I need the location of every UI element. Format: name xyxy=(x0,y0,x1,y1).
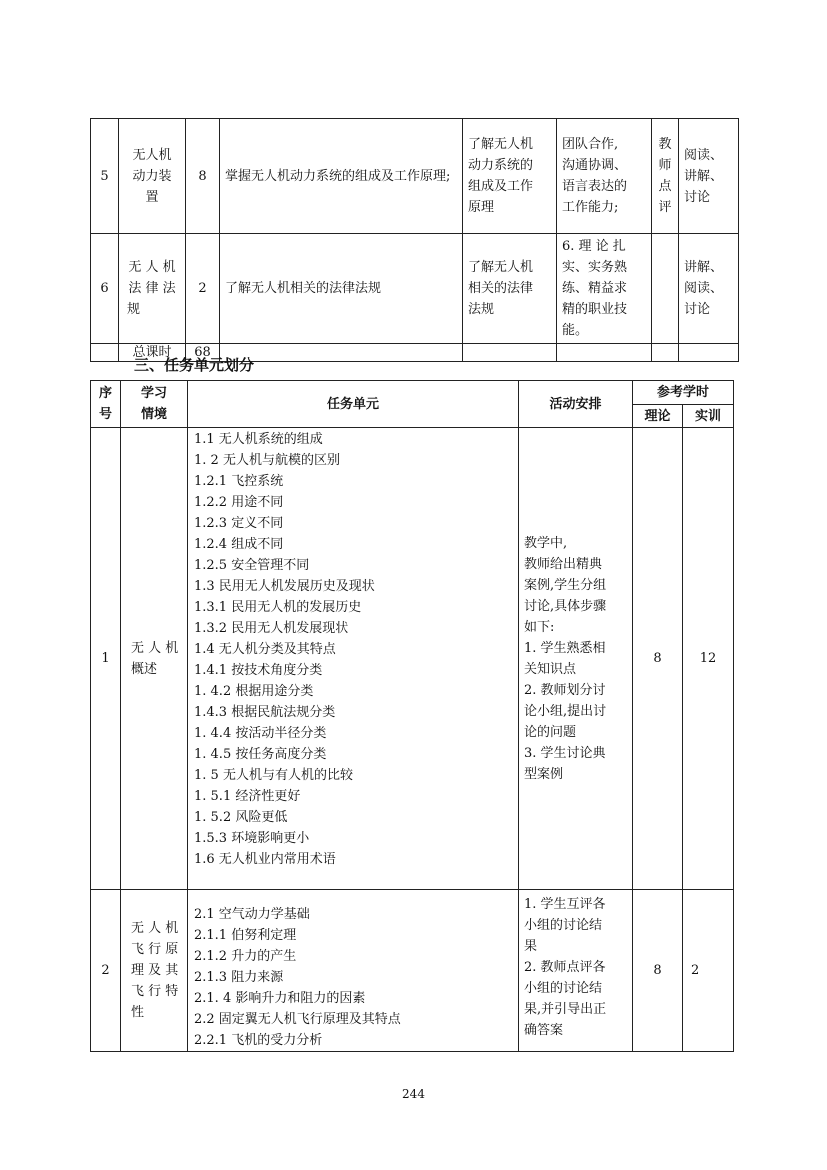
learning-situation: 无 人 机 概述 xyxy=(121,428,188,890)
row-number: 1 xyxy=(91,428,121,890)
row-number: 5 xyxy=(91,119,119,234)
list-item: 1.3.1 民用无人机的发展历史 xyxy=(194,600,362,615)
course-content-table xyxy=(90,118,739,362)
module-name: 无 人 机 法 律 法 规 xyxy=(119,234,186,344)
knowledge-goal: 了解无人机 动力系统的 组成及工作 原理 xyxy=(463,119,557,234)
list-item: 2.1 空气动力学基础 xyxy=(194,907,310,922)
header-row xyxy=(91,381,734,405)
evaluation-method xyxy=(652,234,679,344)
header-ref-hours: 参考学时 xyxy=(633,381,734,405)
list-item: 2.1.3 阻力来源 xyxy=(194,970,284,985)
total-label: 总课时 xyxy=(119,344,186,362)
header-number: 序 号 xyxy=(91,381,121,428)
list-item: 1.3 民用无人机发展历史及现状 xyxy=(194,579,375,594)
theory-hours: 8 xyxy=(633,428,683,890)
list-item: 1.2.3 定义不同 xyxy=(194,516,284,531)
list-item: 1.2.4 组成不同 xyxy=(194,537,284,552)
evaluation-method: 教 师 点 评 xyxy=(652,119,679,234)
knowledge-goal: 了解无人机 相关的法律 法规 xyxy=(463,234,557,344)
list-item: 1.4.1 按技术角度分类 xyxy=(194,663,323,678)
list-item: 1.1 无人机系统的组成 xyxy=(194,432,323,447)
list-item: 1. 5.1 经济性更好 xyxy=(194,789,301,804)
practice-hours: 2 xyxy=(683,890,734,1052)
header-situation: 学习 情境 xyxy=(121,381,188,428)
header-theory: 理论 xyxy=(633,405,683,428)
header-activity: 活动安排 xyxy=(519,381,633,428)
table-row xyxy=(91,234,739,344)
task-unit-table xyxy=(90,380,734,1052)
list-item: 2.1. 4 影响升力和阻力的因素 xyxy=(194,991,366,1006)
section-title: 三、任务单元划分 xyxy=(134,356,255,374)
list-item: 2.1.1 伯努利定理 xyxy=(194,928,297,943)
list-item: 1. 5 无人机与有人机的比较 xyxy=(194,768,353,783)
list-item: 1.2.5 安全管理不同 xyxy=(194,558,310,573)
row-number: 2 xyxy=(91,890,121,1052)
header-unit: 任务单元 xyxy=(188,381,519,428)
practice-hours: 12 xyxy=(683,428,734,890)
list-item: 2.2 固定翼无人机飞行原理及其特点 xyxy=(194,1012,401,1027)
table-row xyxy=(91,119,739,234)
header-practice: 实训 xyxy=(683,405,734,428)
list-item: 2.1.2 升力的产生 xyxy=(194,949,297,964)
list-item: 1.4 无人机分类及其特点 xyxy=(194,642,336,657)
list-item: 1. 4.4 按活动半径分类 xyxy=(194,726,327,741)
teaching-method: 阅读、 讲解、 讨论 xyxy=(679,119,739,234)
module-name: 无人机 动力装 置 xyxy=(119,119,186,234)
activity-arrangement: 教学中, 教师给出精典 案例,学生分组 讨论,具体步骤 如下: 1. 学生熟悉相 关知识点 2. 教师划分讨 论小组,提出讨 论的问题 3. 学生讨论典 型案例 xyxy=(519,428,633,890)
ability-goal: 6. 理 论 扎 实、实务熟 练、精益求 精的职业技 能。 xyxy=(557,234,652,344)
theory-hours: 8 xyxy=(633,890,683,1052)
list-item: 2.2.1 飞机的受力分析 xyxy=(194,1033,323,1048)
ability-goal: 团队合作, 沟通协调、 语言表达的 工作能力; xyxy=(557,119,652,234)
module-content: 了解无人机相关的法律法规 xyxy=(220,234,463,344)
list-item: 1.3.2 民用无人机发展现状 xyxy=(194,621,349,636)
list-item: 1.2.1 飞控系统 xyxy=(194,474,284,489)
list-item: 1. 4.2 根据用途分类 xyxy=(194,684,314,699)
row-number: 6 xyxy=(91,234,119,344)
table-row xyxy=(91,890,734,1052)
teaching-method: 讲解、 阅读、 讨论 xyxy=(679,234,739,344)
learning-situation: 无 人 机 飞 行 原 理 及 其 飞 行 特 性 xyxy=(121,890,188,1052)
total-hours: 68 xyxy=(186,344,220,362)
module-hours: 8 xyxy=(186,119,220,234)
list-item: 1. 5.2 风险更低 xyxy=(194,810,288,825)
list-item: 1. 2 无人机与航模的区别 xyxy=(194,453,340,468)
list-item: 1.6 无人机业内常用术语 xyxy=(194,852,336,867)
task-units xyxy=(188,428,519,890)
activity-arrangement: 1. 学生互评各 小组的讨论结 果 2. 教师点评各 小组的讨论结 果,并引导出正 确答案 xyxy=(519,890,633,1052)
task-units xyxy=(188,890,519,1052)
list-item: 1.2.2 用途不同 xyxy=(194,495,284,510)
page-number: 244 xyxy=(402,1087,425,1101)
module-content: 掌握无人机动力系统的组成及工作原理; xyxy=(220,119,463,234)
module-hours: 2 xyxy=(186,234,220,344)
list-item: 1.4.3 根据民航法规分类 xyxy=(194,705,336,720)
list-item: 1. 4.5 按任务高度分类 xyxy=(194,747,327,762)
table-row xyxy=(91,428,734,890)
list-item: 1.5.3 环境影响更小 xyxy=(194,831,310,846)
